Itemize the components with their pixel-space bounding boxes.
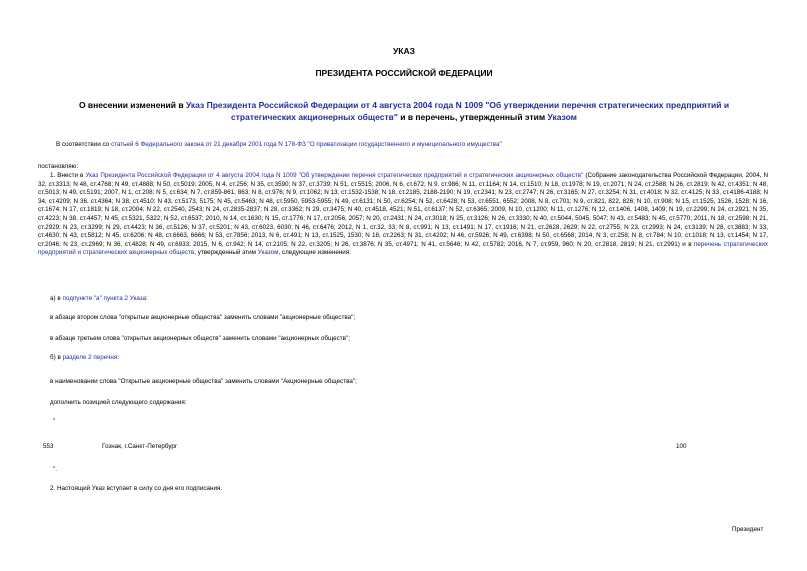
quote-open: " [53, 418, 56, 425]
item2-paragraph: 2. Настоящий Указ вступает в силу со дня его подписания. [50, 485, 223, 492]
subitem-b-suffix: : [117, 354, 120, 361]
signer-title: Президент [732, 526, 764, 533]
document-title: УКАЗ [393, 46, 415, 56]
subitem-b [50, 354, 119, 363]
item1-middle: , утвержденный этим [194, 249, 258, 257]
item1-list-link[interactable]: перечень стратегических предприятий и стратегических акционерных обществ [38, 240, 768, 257]
subitem-b-link[interactable]: разделе 2 перечня [62, 354, 118, 361]
subitem-a-link[interactable]: подпункте "а" пункта 2 Указа [62, 295, 147, 302]
subject-prefix: О внесении изменений в [78, 100, 186, 110]
subitem-b-prefix: б) в [50, 354, 63, 361]
quote-close: ". [53, 466, 57, 473]
subject-decree2-link[interactable]: Указом [547, 112, 577, 122]
item1-sources: (Собрание законодательства Российской Федерации, 2004, N 32, ст.3313; N 48, ст.4768; N 49, ст.4888; N 50, ст.5019; 2005, N 4, ст.256; N 35, ст.3590; N 37, ст.3739; N 51, ст.5515; 2006, N 6, ст.672; N 9, ст.986; N 11, ст.1164; N 14, ст.1510; N 18, ст.1978; N 19, ст.2071; N 24, ст.2588; N 26, ст.2819; N 42, ст.4351; N 48, ст.5013; N 49, ст.5191; 2007, N 1, ст.208; N 5, ст.634; N 7, ст.859-861, 863; N 8, ст.976; N 9, ст.1062; N 13, ст.1532-1538; N 18, ст.2185, 2188-2190; N 19, ст.2341; N 23, ст.2747; N 26, ст.3165; N 27, ст.3254; N 31, ст.4018; N 32, ст.4125; N 33, ст.4186-4188; N 34, ст.4209; N 36, ст.4364; N 38, ст.4510; N 43, ст.5173, 5175; N 45, ст.5463; N 48, ст.5950, 5953-5955; N 49, ст.6131; N 50, ст.6254; N 52, ст.6428; N 53, ст.6551, 6552; 2008, N 8, ст.701; N 9, ст.821, 822, 826; N 10, ст.908; N 15, ст.1525, 1526, 1528; N 16, ст.1674; N 17, ст.1819; N 18, ст.2004; N 22, ст.2540, 2543; N 24, ст.2835-2837; N 28, ст.3362; N 29, ст.3475; N 40, ст.4518, 4521; N 51, ст.6137; N 52, ст.6365; 2009, N 10, ст.1200; N 11, ст.1276; N 12, ст.1406, 1408, 1409; N 19, ст.2299; N 24, ст.2921; N 35, ст.4223; N 38, ст.4457; N 45, ст.5321, 5322; N 52, ст.6537; 2010, N 14, ст.1630; N 15, ст.1776; N 17, ст.2056, 2057; N 20, ст.2431; N 24, ст.3018; N 25, ст.3126; N 26, ст.3330; N 40, ст.5044, 5045, 5047; N 43, ст.5483; N 45, ст.5770; 2011, N 18, ст.2598; N 21, ст.2929; N 23, ст.3299; N 29, ст.4423; N 36, ст.5126; N 37, ст.5201; N 43, ст.6023, 6030; N 46, ст.6476; 2012, N 1, ст.32, 33; N 8, ст.991; N 13, ст.1491; N 17, ст.1916; N 21, ст.2628, 2629; N 22, ст.2755; N 23, ст.2993; N 24, ст.3139; N 28, ст.3883; N 33, ст.4630; N 43, ст.5812; N 45, ст.6206; N 48, ст.6663, 6666; N 53, ст.7856; 2013, N 6, ст.491; N 13, ст.1525, 1530; N 18, ст.2263; N 31, ст.4202; N 46, ст.5926; N 49, ст.6398; N 50, ст.6568; 2014, N 3, ст.258; N 8, ст.784; N 10, ст.1018; N 13, ст.1454; N 17, ст.2046; N 23, ст.2969; N 36, ст.4828; N 49, ст.6933; 2015, N 6, ст.942; N 14, ст.2105; N 22, ст.3205; N 26, ст.3876; N 35, ст.4971; N 41, ст.5646; N 42, ст.5782; 2016, N 7, ст.959, 960; N 20, ст.2818, 2819; N 21, ст.2991) и в [38, 172, 769, 248]
item1-prefix: 1. Внести в [50, 172, 86, 179]
insert-row-name: Гознак, г.Санкт-Петербург [102, 443, 178, 450]
subitem-b-paragraph-2: дополнить позицией следующего содержания: [50, 399, 187, 406]
document-issuer: ПРЕЗИДЕНТА РОССИЙСКОЙ ФЕДЕРАЦИИ [315, 68, 493, 78]
item1-paragraph [38, 172, 768, 258]
intro-paragraph [56, 141, 756, 150]
item1-decree-link[interactable]: Указ Президента Российской Федерации от 4 августа 2004 года N 1009 "Об утверждении перечня стратегических предприятий и стратегических акционерных обществ" [85, 172, 584, 179]
item1-decree2-link[interactable]: Указом [257, 249, 279, 257]
subitem-a [50, 295, 148, 304]
subject-middle: и в перечень, утвержденный этим [397, 112, 548, 122]
document-subject [58, 99, 750, 123]
subitem-a-paragraph-1: в абзаце втором слова "открытые акционерные общества" заменить словами "акционерные общества"; [50, 314, 356, 321]
insert-row-number: 553 [43, 443, 54, 450]
subitem-a-prefix: а) в [50, 295, 63, 302]
subject-decree-link[interactable]: Указ Президента Российской Федерации от 4 августа 2004 года N 1009 "Об утверждении перечня стратегических предприятий и стратегических акционерных обществ" [185, 100, 730, 122]
subitem-b-paragraph-1: в наименовании слова "Открытые акционерные общества" заменить словами "Акционерные общества"; [50, 378, 357, 385]
intro-prefix: В соответствии со [56, 141, 111, 148]
subitem-a-paragraph-2: в абзаце третьем слова "открытых акционерных обществ" заменить словами "акционерных обществ"; [50, 335, 350, 342]
insert-row-share: 100 [676, 443, 687, 450]
intro-law-link[interactable]: статьей 6 Федерального закона от 21 декабря 2001 года N 178-ФЗ "О приватизации государственного и муниципального имущества" [110, 141, 502, 148]
item1-suffix: , следующие изменения: [278, 249, 351, 257]
subitem-a-suffix: : [146, 295, 148, 302]
postanov-text: постановляю: [38, 163, 79, 170]
